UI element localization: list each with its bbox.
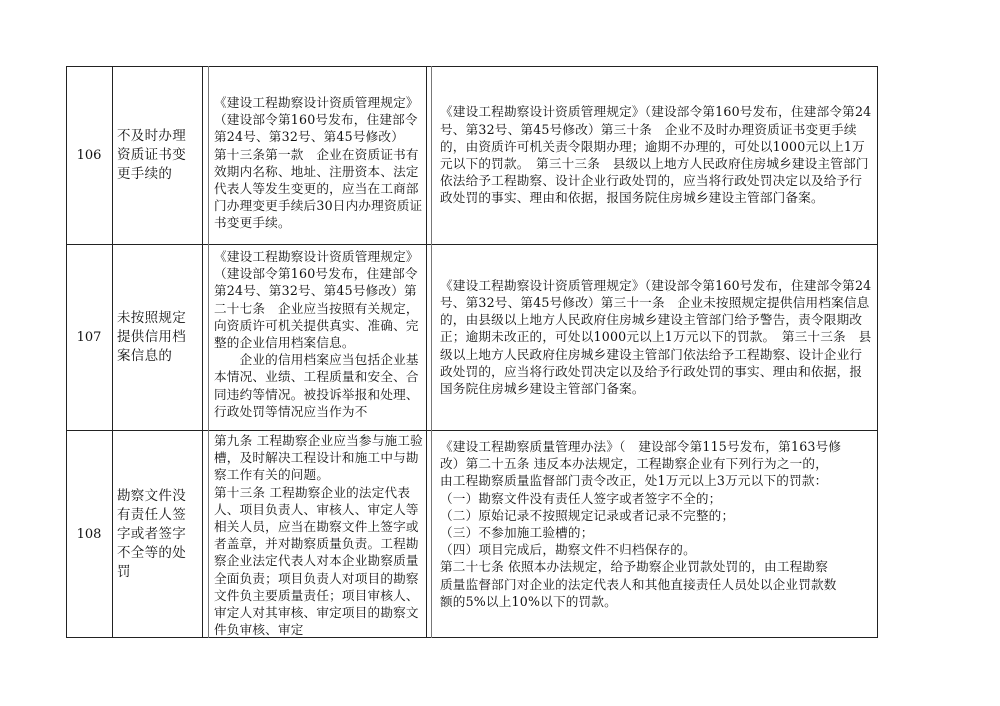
column-divider [208, 66, 209, 638]
penalty-line: （三）不参加施工验槽的； [440, 525, 594, 541]
legal-basis-text: 第九条 工程勘察企业应当参与施工验槽，及时解决工程设计和施工中与勘察工作有关的问题。 第十三条 工程勘察企业的法定代表人、项目负责人、审核人、审定人等相关人员，应当在勘察文件上签字或者盖章，并对勘察质量负责。工程勘察企业法定代表人对本企业勘察质量全面负责；项目负责人对项目的勘察文件负主要质量责任；项目审核人、审定人对其审核、审定项目的勘察文件负审核、审定 [214, 433, 423, 638]
violation-name-text: 勘察文件没有责任人签字或者签字不全等的处罚 [117, 487, 186, 580]
row-divider [66, 430, 878, 431]
row-number: 108 [76, 526, 102, 542]
penalty-line: 由工程勘察质量监督部门责令改正，处1万元以上3万元以下的罚款： [440, 473, 828, 489]
penalty-line: （四）项目完成后，勘察文件不归档保存的。 [440, 542, 696, 558]
column-divider [426, 66, 427, 638]
table-border [66, 66, 878, 638]
column-divider [112, 66, 113, 638]
penalty-text: 《建设工程勘察设计资质管理规定》（建设部令第160号发布，住建部令第24号、第32号、第45号修改）第三十条 企业不及时办理资质证书变更手续的，由资质许可机关责令限期办理；逾期不办理的，可处以1000元以上1万元以下的罚款。 第三十三条 县级以上地方人民政府住房城乡建设主管部门依法给予工程勘察、设计企业行政处罚的，应当将行政处罚决定以及给予行政处罚的事实、理由和依据，报国务院住房城乡建设主管部门备案。 [440, 104, 872, 206]
penalty-line: 第二十七条 依照本办法规定，给予勘察企业罚款处罚的，由工程勘察 [440, 559, 829, 575]
row-number: 106 [76, 147, 102, 163]
violation-name-text: 未按照规定提供信用档案信息的 [117, 309, 186, 364]
legal-basis-text: 《建设工程勘察设计资质管理规定》（建设部令第160号发布，住建部令第24号、第32号、第45号修改） 第十三条第一款 企业在资质证书有效期内名称、地址、注册资本、法定代表人等发生变更的，应当在工商部门办理变更手续后30日内办理资质证书变更手续。 [214, 95, 424, 231]
penalty-line: 额的5%以上10%以下的罚款。 [440, 593, 617, 609]
penalty-line: 《建设工程勘察质量管理办法》（ 建设部令第115号发布，第163号修 [440, 439, 842, 454]
row-divider [66, 244, 878, 245]
penalty-line: 改）第二十五条 违反本办法规定，工程勘察企业有下列行为之一的， [440, 456, 829, 472]
column-divider [202, 66, 203, 638]
row-number: 107 [76, 329, 102, 345]
column-divider [431, 66, 432, 638]
penalty-text: 《建设工程勘察设计资质管理规定》（建设部令第160号发布，住建部令第24号、第32号、第45号修改）第三十一条 企业未按照规定提供信用档案信息的，由县级以上地方人民政府住房城乡建设主管部门给予警告，责令限期改正；逾期未改正的，可处以1000元以上1万元以下的罚款。 第三十三条 县级以上地方人民政府住房城乡建设主管部门依法给予工程勘察、设计企业行政处罚的，应当将行政处罚决定以及给予行政处罚的事实、理由和依据，报国务院住房城乡建设主管部门备案。 [440, 277, 872, 396]
penalty-line: （二）原始记录不按照规定记录或者记录不完整的； [440, 507, 735, 523]
penalty-line: （一）勘察文件没有责任人签字或者签字不全的； [440, 490, 722, 506]
penalty-line: 质量监督部门对企业的法定代表人和其他直接责任人员处以企业罚款数 [440, 576, 837, 592]
violation-name-text: 不及时办理资质证书变更手续的 [117, 127, 186, 182]
legal-basis-text: 《建设工程勘察设计资质管理规定》（建设部令第160号发布，住建部令第24号、第32号、第45号修改）第二十七条 企业应当按照有关规定，向资质许可机关提供真实、准确、完整的企业信用档案信息。 企业的信用档案应当包括企业基本情况、业绩、工程质量和安全、合同违约等情况。被投诉举报和处理、行政处罚等情况应当作为不 [214, 249, 419, 419]
